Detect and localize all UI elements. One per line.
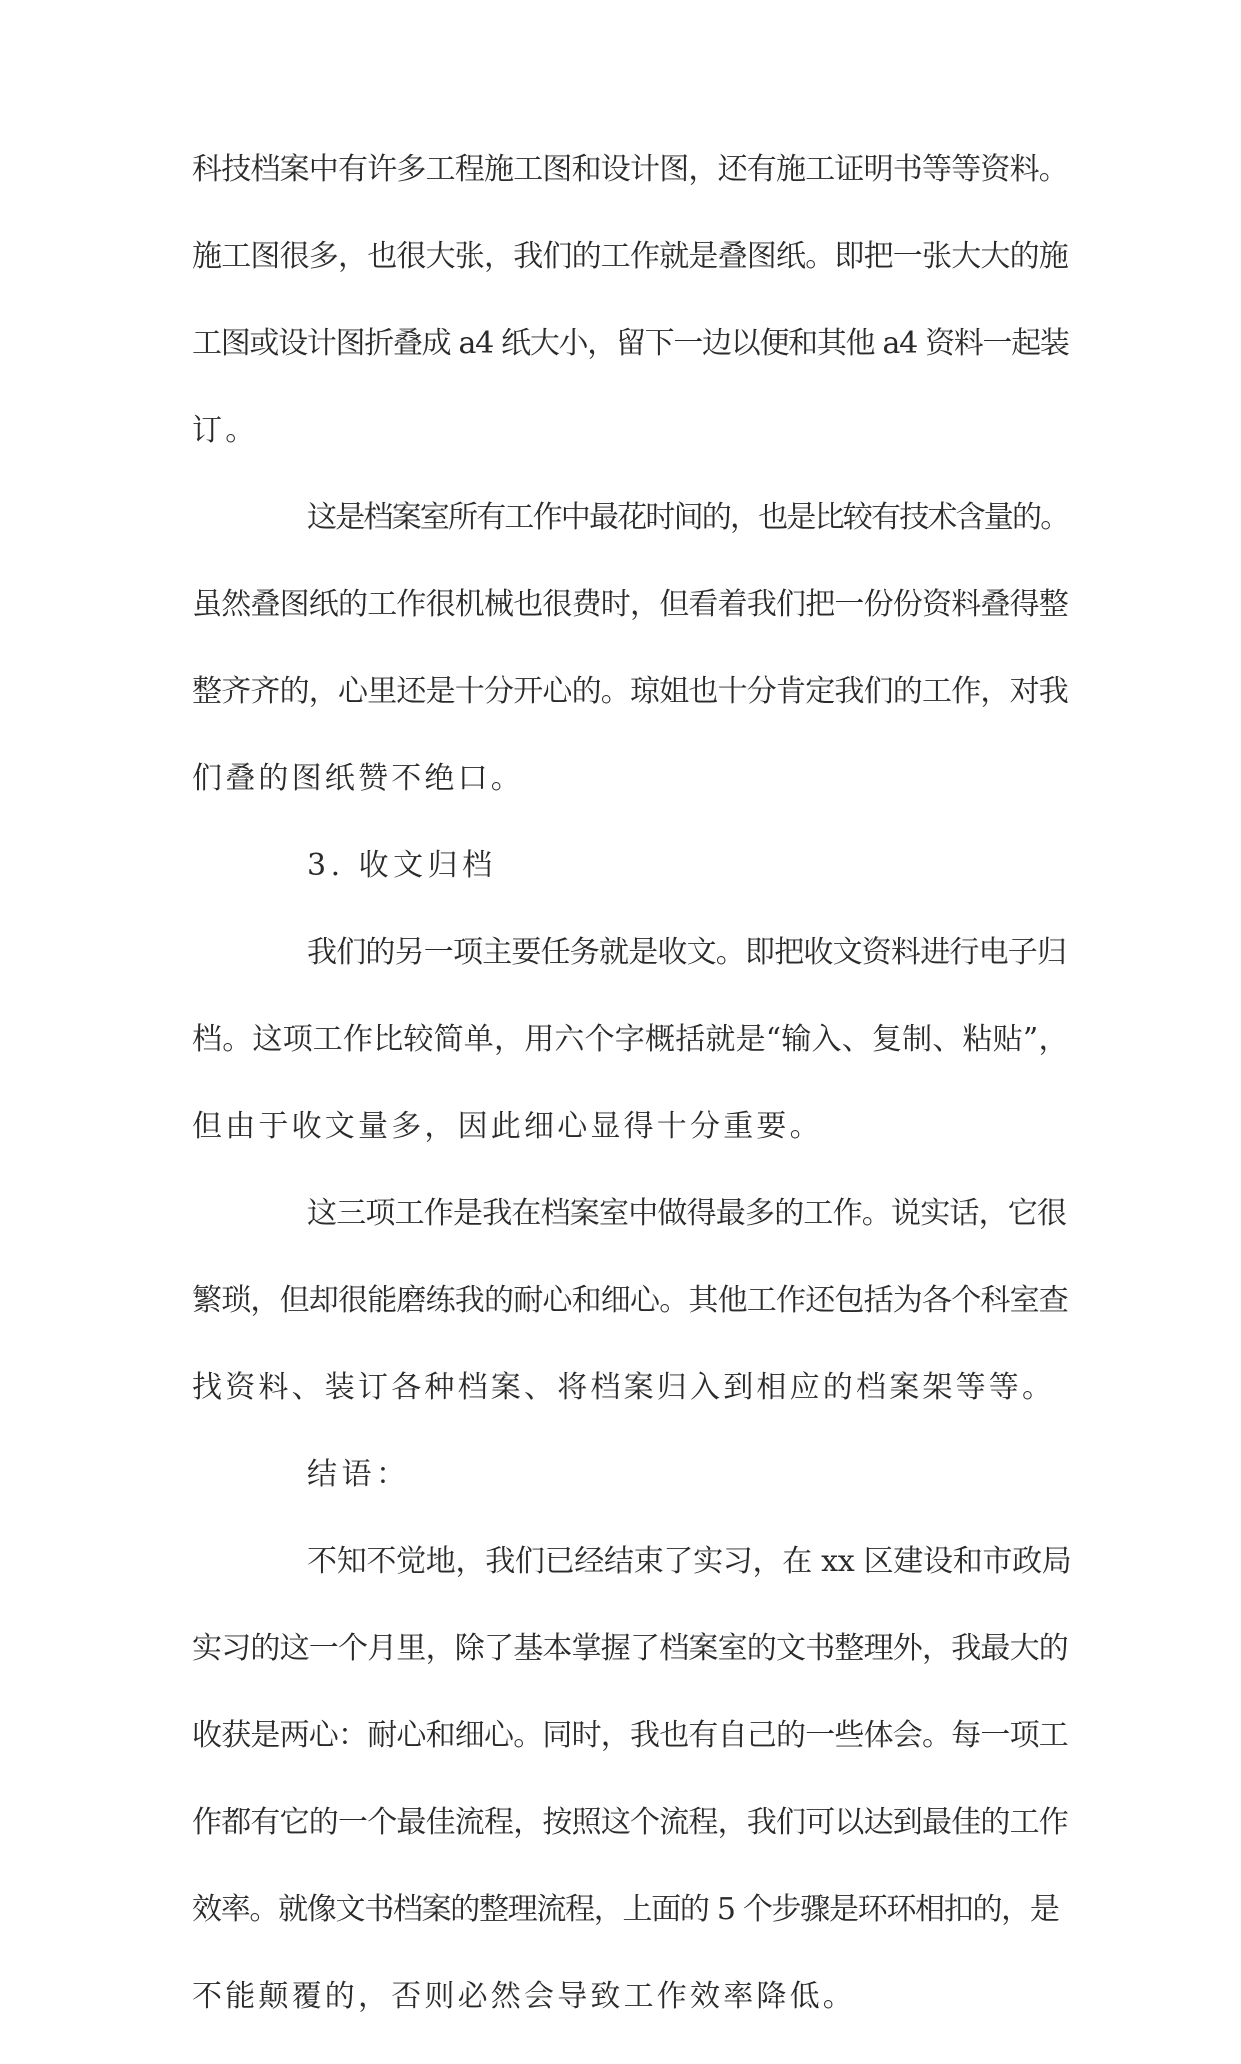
text-line bbox=[192, 759, 1072, 846]
section-heading bbox=[192, 846, 1072, 933]
line-text: 不能颠覆的，否则必然会导致工作效率降低。 bbox=[192, 1979, 856, 2014]
line-text: 档。这项工作比较简单，用六个字概括就是“输入、复制、粘贴”， bbox=[192, 1022, 1069, 1057]
text-line bbox=[192, 324, 1072, 411]
line-text: 科技档案中有许多工程施工图和设计图，还有施工证明书等等资料。 bbox=[192, 152, 1068, 187]
line-text: 虽然叠图纸的工作很机械也很费时，但看着我们把一份份资料叠得整 bbox=[192, 587, 1068, 622]
text-line bbox=[192, 1368, 1072, 1455]
text-line bbox=[192, 1803, 1072, 1890]
line-text: 订。 bbox=[192, 413, 259, 448]
line-text: 但由于收文量多，因此细心显得十分重要。 bbox=[192, 1109, 823, 1144]
line-text: 收获是两心：耐心和细心。同时，我也有自己的一些体会。每一项工 bbox=[192, 1718, 1068, 1753]
text-line bbox=[192, 1194, 1072, 1281]
line-text: 这是档案室所有工作中最花时间的，也是比较有技术含量的。 bbox=[307, 500, 1069, 535]
line-text: 找资料、装订各种档案、将档案归入到相应的档案架等等。 bbox=[192, 1370, 1056, 1405]
line-text: 整齐齐的，心里还是十分开心的。琼姐也十分肯定我们的工作，对我 bbox=[192, 674, 1068, 709]
line-text: 施工图很多，也很大张，我们的工作就是叠图纸。即把一张大大的施 bbox=[192, 239, 1068, 274]
text-line bbox=[192, 498, 1072, 585]
line-text: 这三项工作是我在档案室中做得最多的工作。说实话，它很 bbox=[307, 1196, 1067, 1231]
text-line bbox=[192, 1716, 1072, 1803]
line-text: 结语： bbox=[307, 1457, 411, 1492]
text-line bbox=[192, 237, 1072, 324]
text-line bbox=[192, 1020, 1072, 1107]
line-text: 实习的这一个月里，除了基本掌握了档案室的文书整理外，我最大的 bbox=[192, 1631, 1068, 1666]
text-line bbox=[192, 1542, 1072, 1629]
text-line bbox=[192, 1890, 1072, 1977]
line-text: 作都有它的一个最佳流程，按照这个流程，我们可以达到最佳的工作 bbox=[192, 1805, 1068, 1840]
body-text bbox=[192, 150, 1072, 2064]
text-line bbox=[192, 1281, 1072, 1368]
line-text: 不知不觉地，我们已经结束了实习，在 xx 区建设和市政局 bbox=[307, 1544, 1072, 1579]
conclusion-heading bbox=[192, 1455, 1072, 1542]
line-text: 我们的另一项主要任务就是收文。即把收文资料进行电子归 bbox=[307, 935, 1067, 970]
line-text: 繁琐，但却很能磨练我的耐心和细心。其他工作还包括为各个科室查 bbox=[192, 1283, 1068, 1318]
line-text: 们叠的图纸赞不绝口。 bbox=[192, 761, 524, 796]
text-line bbox=[192, 1629, 1072, 1716]
text-line bbox=[192, 585, 1072, 672]
line-text: 3. 收文归档 bbox=[307, 848, 497, 883]
text-line bbox=[192, 1977, 1072, 2064]
text-line bbox=[192, 672, 1072, 759]
line-text: 效率。就像文书档案的整理流程，上面的 5 个步骤是环环相扣的，是 bbox=[192, 1892, 1059, 1927]
text-line bbox=[192, 411, 1072, 498]
line-text: 工图或设计图折叠成 a4 纸大小，留下一边以便和其他 a4 资料一起装 bbox=[192, 326, 1069, 361]
text-line bbox=[192, 933, 1072, 1020]
text-line bbox=[192, 1107, 1072, 1194]
text-line bbox=[192, 150, 1072, 237]
